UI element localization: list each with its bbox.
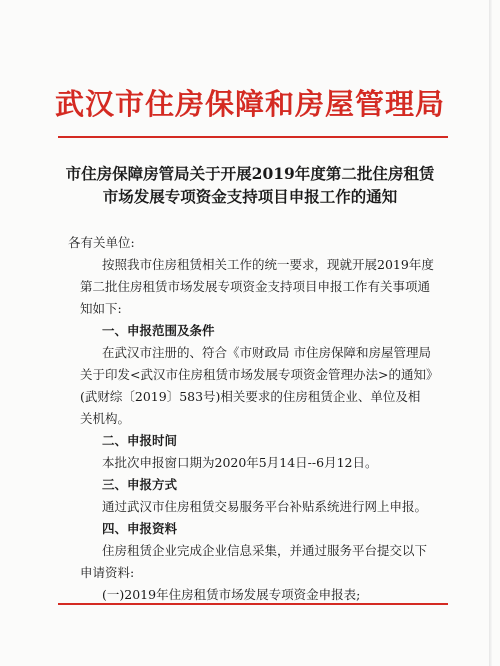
section-heading-materials: 四、申报资料 (102, 521, 178, 536)
scope-line-2: 关于印发<武汉市住房租赁市场发展专项资金管理办法>的通知》 (80, 367, 439, 382)
method-line: 通过武汉市住房租赁交易服务平台补贴系统进行网上申报。 (102, 499, 428, 514)
scope-line-1: 在武汉市注册的、符合《市财政局 市住房保障和房屋管理局 (102, 345, 431, 360)
time-line: 本批次申报窗口期为2020年5月14日--6月12日。 (102, 455, 378, 470)
materials-line-1: 住房租赁企业完成企业信息采集，并通过服务平台提交以下 (102, 543, 428, 558)
scope-line-4: 关机构。 (80, 411, 131, 426)
issuing-organization-title: 武汉市住房保障和房屋管理局 (54, 87, 445, 121)
materials-line-2: 申请资料: (80, 565, 135, 580)
notice-body (68, 232, 440, 606)
notice-title-line-2: 市场发展专项资金支持项目申报工作的通知 (102, 187, 398, 206)
scope-line-3: (武财综〔2019〕583号)相关要求的住房租赁企业、单位及相 (80, 389, 421, 404)
intro-line-1: 按照我市住房租赁相关工作的统一要求，现就开展2019年度 (102, 257, 434, 272)
notice-title-line-1: 市住房保障房管局关于开展2019年度第二批住房租赁 (65, 164, 435, 183)
materials-line-3: (一)2019年住房租赁市场发展专项资金申报表; (102, 587, 361, 602)
intro-line-3: 知如下: (80, 301, 122, 316)
red-footer-rule (58, 603, 448, 605)
section-heading-scope: 一、申报范围及条件 (102, 323, 215, 338)
intro-line-2: 第二批住房租赁市场发展专项资金支持项目申报工作有关事项通 (80, 279, 431, 294)
red-header-rule (58, 136, 448, 138)
section-heading-time: 二、申报时间 (102, 433, 178, 448)
salutation: 各有关单位: (68, 235, 135, 250)
section-heading-method: 三、申报方式 (102, 477, 178, 492)
notice-title (60, 162, 440, 208)
